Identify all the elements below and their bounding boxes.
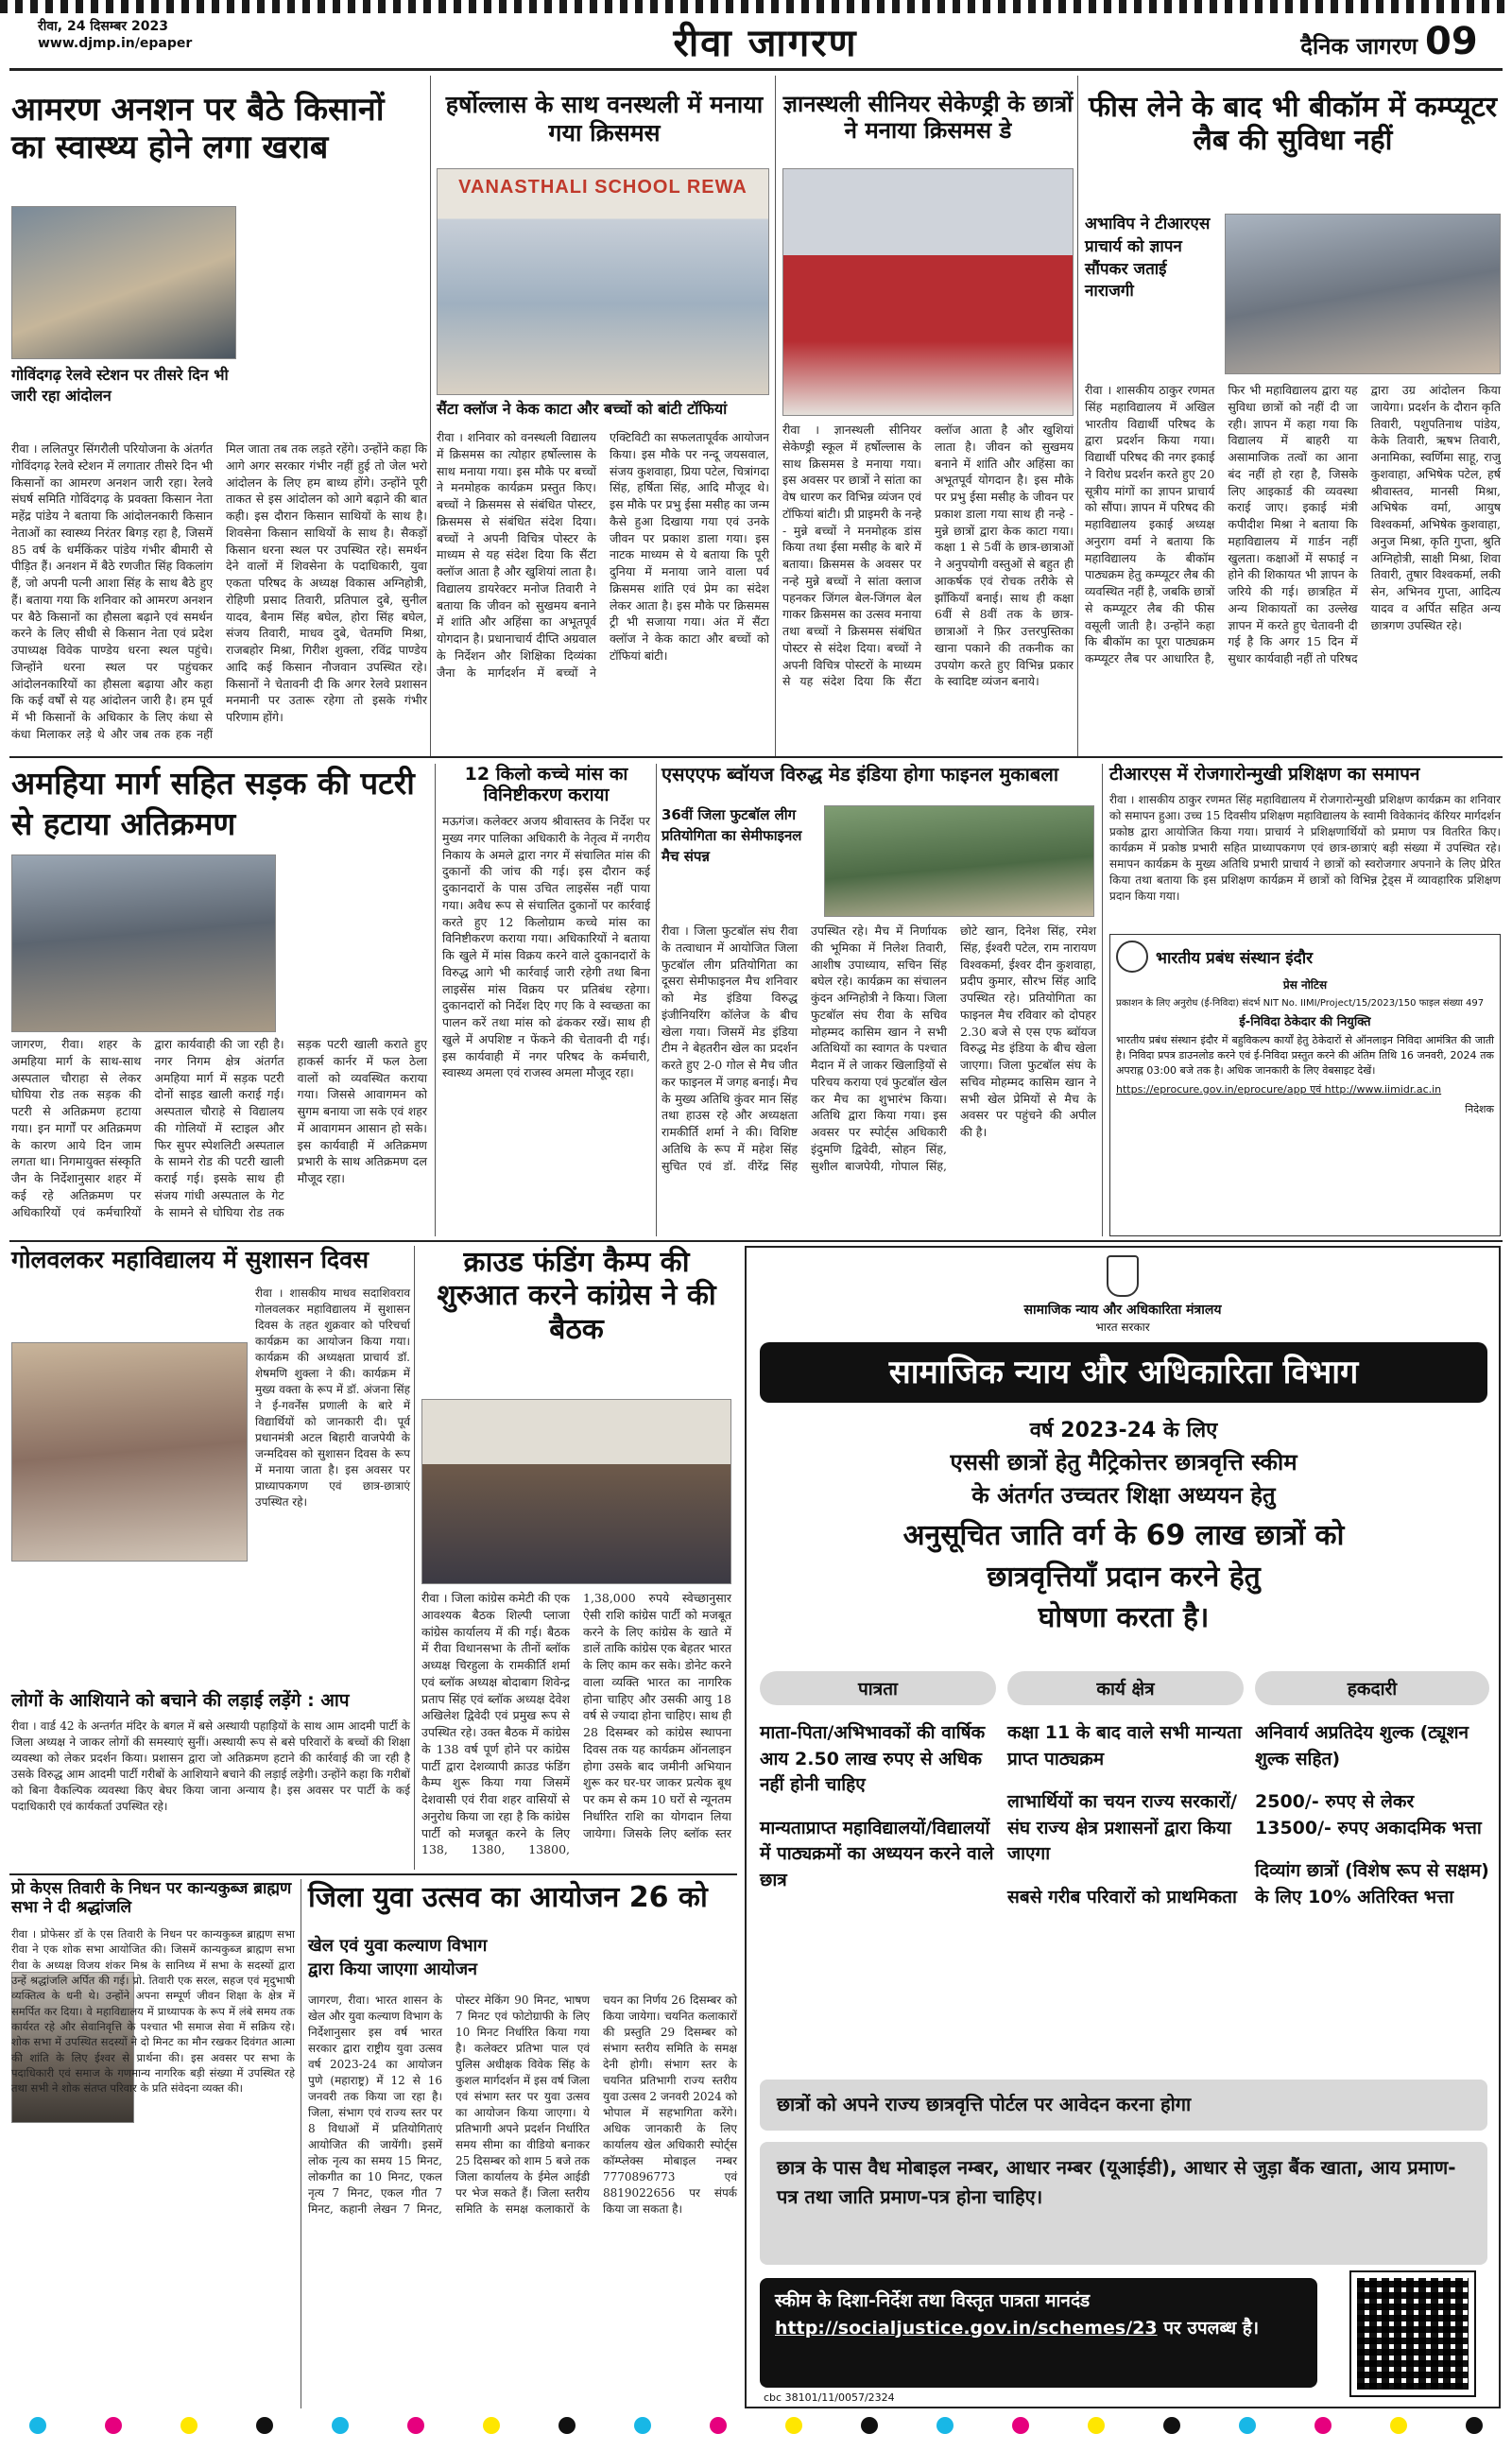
ad-ministry: सामाजिक न्याय और अधिकारिता मंत्रालय [1023,1303,1222,1318]
iim-heading: ई-निविदा ठेकेदार की नियुक्ति [1239,1015,1371,1029]
iim-title: भारतीय प्रबंध संस्थान इंदौर [1156,948,1314,968]
ad-department-banner: सामाजिक न्याय और अधिकारिता विभाग [760,1342,1487,1403]
s9-body: रीवा । शासकीय माधव सदाशिवराव गोलवलकर महाविद्यालय में सुशासन दिवस के तहत शुक्रवार को परिचर्चा कार्यक्रम का आयोजन किया गया। कार्यक्रम की अध्यक्षता प्राचार्य डॉ. शेषमणि शुक्ला ने की। कार्यक्रम में मुख्य वक्ता के रूप में डॉ. अंजना सिंह ने ई-गवर्नेंस प्रणाली के बारे में विद्यार्थियों को जानकारी दी। पूर्व प्रधानमंत्री अटल बिहारी वाजपेयी के जन्मदिवस को सुशासन दिवस के रूप में मनाया जाता है। इस अवसर पर प्राध्यापकगण एवं छात्र-छात्राएं उपस्थित रहे। [255,1286,410,1510]
s7-body: रीवा । जिला फुटबॉल संघ रीवा के तत्वाधान में आयोजित जिला फुटबॉल लीग प्रतियोगिता का दूसरा सेमीफाइनल मैच शनिवार को मेड इंडिया विरुद्ध इंजीनियरिंग कॉलेज के बीच खेला गया। जिसमें मेड इंडिया टीम ने बेहतरीन खेल का प्रदर्शन करते हुए 2-0 गोल से मैच जीत कर फाइनल में जगह बनाई। मैच के मुख्य अतिथि कुंवर मान सिंह तथा हाउस रहे और अध्यक्षता रामकीर्ति शर्मा ने की। विशिष्ट अतिथि के रूप में महेश सिंह सुचित एवं डॉ. वीरेंद्र सिंह उपस्थित रहे। मैच में निर्णायक की भूमिका में निलेश तिवारी, आशीष उपाध्याय, सचिन सिंह बघेल रहे। कार्यक्रम का संचालन कुंदन अग्निहोत्री ने किया। जिला फुटबॉल संघ रीवा के सचिव मोहम्मद कासिम खान ने सभी अतिथियों का स्वागत के पश्चात मैदान में ले जाकर खिलाड़ियों से परिचय कराया एवं फुटबॉल खेल कर मैच का शुभारंभ किया। अतिथि द्वारा किया गया। इस अवसर पर स्पोर्ट्स अधिकारी इंदुमणि द्विवेदी, सोहन सिंह, सुशील बाजपेयी, गोपाल सिंह, छोटे खान, दिनेश सिंह, रमेश सिंह, ईश्वरी पटेल, राम नारायण विश्वकर्मा, ईश्वर दीन कुशवाहा, प्रदीप कुमार, सौरभ सिंह आदि उपस्थित रहे। प्रतियोगिता का फाइनल मैच रविवार को दोपहर 2.30 बजे से एस एफ ब्वॉयज विरुद्ध मेड इंडिया के बीच खेला जाएगा। जिला फुटबॉल संघ के सचिव मोहम्मद कासिम खान ने सभी खेल प्रेमियों से मैच के अवसर पर पहुंचने की अपील की है। [662,923,1096,1173]
iim-logo-icon [1116,941,1148,973]
s2-photo [437,168,769,395]
ad-code: cbc 38101/11/0057/2324 [764,2391,895,2404]
s9-headline: गोलवलकर महाविद्यालय में सुशासन दिवस [11,1246,369,1273]
iim-body: भारतीय प्रबंध संस्थान इंदौर में बहुविकल्प कार्यों हेतु ठेकेदारों से ऑनलाइन निविदा आमंत्रित की जाती है। निविदा प्रपत्र डाउनलोड करने एवं ई-निविदा प्रस्तुत करने की अंतिम तिथि 16 जनवरी, 2024 तक अपराह्न 03:00 बजे तक है। अधिक जानकारी के लिए वेबसाइट देखें। [1116,1034,1494,1077]
s3-body: रीवा । ज्ञानस्थली सीनियर सेकेण्ड्री स्कूल में हर्षोल्लास के साथ क्रिसमस डे मनाया गया। इस अवसर पर छात्रों ने सांता का वेष धारण कर विभिन्न व्यंजन एवं टॉफियां बांटी। प्री प्राइमरी के नन्हे - मुन्ने बच्चों ने मनमोहक डांस किया तथा ईसा मसीह के बारे में बताया। क्रिसमस के अवसर पर नन्हे मुन्ने बच्चों ने सांता क्लाज पहनकर जिंगल बेल-जिंगल बेल गाकर क्रिसमस का उत्सव मनाया तथा बच्चों ने क्रिसमस संबंधित पोस्टर से संदेश दिया। बच्चों ने अपनी विचित्र पोस्टरों के माध्यम से यह संदेश दिया कि सैंटा क्लॉज आता है और खुशियां लाता है। जीवन को सुखमय बनाने में शांति और अहिंसा का अभूतपूर्व योगदान है। इस मौके पर प्रभु ईसा मसीह के जीवन पर प्रकाश डाला गया साथ ही नन्हे - मुन्ने छात्रों द्वारा केक काटा गया। कक्षा 1 से 5वीं के छात्र-छात्राओं ने अनुपयोगी वस्तुओं से बहुत ही आकर्षक एवं रोचक तरीके से झाँकियाँ बनाई। साथ ही कक्षा 6वीं से 8वीं तक के छात्र-छात्राओं ने फ़िर उत्तरपुस्तिका खाना पकाने की तकनीक का उपयोग करते हुए विभिन्न प्रकार के स्वादिष्ट व्यंजन बनाये। [782,423,1074,689]
ad-col-scope-item: सबसे गरीब परिवारों को प्राथमिकता [1007,1886,1237,1907]
iim-tender-ad [1109,934,1501,1236]
s13-body: जागरण, रीवा। भारत शासन के खेल और युवा कल्याण विभाग के निर्देशानुसार इस वर्ष भारत सरकार द्वारा राष्ट्रीय युवा उत्सव वर्ष 2023-24 का आयोजन पुणे (महाराष्ट्र) में 12 से 16 जनवरी तक किया जा रहा है। जिला, संभाग एवं राज्य स्तर पर 8 विधाओं में प्रतियोगिताएं आयोजित की जायेंगी। इसमें लोक नृत्य का समय 15 मिनट, लोकगीत का 10 मिनट, एकल नृत्य 7 मिनट, एकल गीत 7 मिनट, कहानी लेखन 7 मिनट, पोस्टर मेकिंग 90 मिनट, भाषण 7 मिनट एवं फोटोग्राफी के लिए 10 मिनट निर्धारित किया गया है। कलेक्टर प्रतिभा पाल एवं पुलिस अधीक्षक विवेक सिंह के कुशल मार्गदर्शन में इस वर्ष जिला एवं संभाग स्तर पर युवा उत्सव का आयोजन किया जाएगा। ये प्रतिभागी अपने प्रदर्शन निर्धारित समय सीमा का वीडियो बनाकर 25 दिसम्बर को शाम 5 बजे तक जिला कार्यालय के ईमेल आईडी पर भेज सकते हैं। जिला स्तरीय समिति के समक्ष कलाकारों के चयन का निर्णय 26 दिसम्बर को किया जायेगा। चयनित कलाकारों की प्रस्तुति 29 दिसम्बर को संभाग स्तरीय समिति के समक्ष देनी होगी। संभाग स्तर के चयनित प्रतिभागी राज्य स्तरीय युवा उत्सव 2 जनवरी 2024 को भोपाल में सहभागिता करेंगे। अधिक जानकारी के लिए कार्यालय खेल अधिकारी स्पोर्ट्स कॉम्प्लेक्स मोबाइल नम्बर 7770896773 एवं 8819022656 पर संपर्क किया जा सकता है। [308,1994,737,2217]
ad-col-scope-item: लाभार्थियों का चयन राज्य सरकारों/संघ राज्य क्षेत्र प्रशासनों द्वारा किया जाएगा [1007,1791,1238,1865]
ad-col-scope-item: कक्षा 11 के बाद वाले सभी मान्यता प्राप्त पाठ्यक्रम [1007,1722,1242,1769]
s2-headline: हर्षोल्लास के साथ वनस्थली में मनाया गया क्रिसमस [445,91,764,147]
s1-photo [11,206,236,359]
masthead [0,0,1512,66]
ad-line3: के अंतर्गत उच्चतर शिक्षा अध्ययन हेतु [971,1481,1276,1509]
national-emblem-icon [1107,1255,1139,1297]
ad-note2: छात्र के पास वैध मोबाइल नम्बर, आधार नम्बर (यूआईडी), आधार से जुड़ा बैंक खाता, आय प्रमाण-पत्र तथा जाति प्रमाण-पत्र होना चाहिए। [777,2156,1456,2208]
ad-col-entitlement-item: अनिवार्य अप्रतिदेय शुल्क (ट्यूशन शुल्क सहित) [1255,1722,1469,1769]
ad-note2-box [760,2142,1487,2265]
ad-note1-box [760,2080,1487,2131]
ad-govt: भारत सरकार [1095,1320,1150,1334]
ad-line4: अनुसूचित जाति वर्ग के 69 लाख छात्रों को [902,1519,1345,1553]
section-title: रीवा जागरण [673,22,858,65]
s9-photo [11,1342,248,1562]
s2-body: रीवा । शनिवार को वनस्थली विद्यालय में क्रिसमस का त्योहार हर्षोल्लास के साथ मनाया गया। इस मौके पर बच्चों ने मनमोहक कार्यक्रम प्रस्तुत किए। बच्चों ने क्रिसमस से संबंधित पोस्टर, क्रिसमस से संबंधित संदेश दिया। बच्चों ने अपनी विचित्र पोस्टर के माध्यम से यह संदेश दिया कि सैंटा क्लॉज आता है और खुशियां लाता है। विद्यालय डायरेक्टर मनोज तिवारी ने बताया कि जीवन को सुखमय बनाने में शांति और अहिंसा का अभूतपूर्व योगदान है। प्रधानाचार्य दीप्ति अग्रवाल के निर्देशन और शिक्षिका दिव्यंका जैना के मार्गदर्शन में बच्चों ने एक्टिविटी का सफलतापूर्वक आयोजन किया। इस मौके पर नन्दू जयसवाल, संजय कुशवाहा, प्रिया पटेल, चित्रांगदा सिंह, हर्षिता सिंह, आदि मौजूद थे। इस मौके पर प्रभु ईसा मसीह का जन्म कैसे हुआ दिखाया गया एवं उनके जीवन पर प्रकाश डाला गया। इस नाटक माध्यम से ये बताया कि पूरी दुनिया में मनाया जाने वाला पर्व क्रिसमस शांति एवं प्रेम का संदेश लेकर आता है। इस मौके पर क्रिसमस ट्री भी सजाया गया। अंत में सैंटा क्लॉज ने केक काटा और बच्चों को टॉफियां बांटी। [437,430,769,680]
s5-body: जागरण, रीवा। शहर के अमहिया मार्ग के साथ-साथ अस्पताल चौराहा से लेकर घोघिया रोड तक सड़क की पटरी से अतिक्रमण हटाया गया। इन मार्गों पर अतिक्रमण के कारण आये दिन जाम लगता था। निगमायुक्त संस्कृति जैन के निर्देशानुसार शहर में कई रहे अतिक्रमण पर अधिकारियों एवं कर्मचारियों द्वारा कार्यवाही की जा रही है। नगर निगम क्षेत्र अंतर्गत अमहिया मार्ग में सड़क पटरी दोनों साइड खाली कराई गई। अस्पताल चौराहे से विद्यालय की गोलियों में स्टाइल और फिर सुपर स्पेशलिटी अस्पताल के सामने रोड की पटरी खाली कराई गई। इसके साथ ही संजय गांधी अस्पताल के गेट के सामने से घोघिया रोड तक सड़क पटरी खाली कराते हुए हाकर्स कार्नर में फल ठेला वालों को व्यवस्थित कराया गया। जिससे आवागमन को सुगम बनाया जा सके एवं शहर में आवागमन आसान हो सके। इस कार्यवाही में अतिक्रमण प्रभारी के साथ अतिक्रमण दल मौजूद रहा। [11,1037,427,1219]
s3-photo [782,168,1074,416]
s8-headline: टीआरएस में रोजगारोन्मुखी प्रशिक्षण का समापन [1109,764,1420,785]
s1-body: रीवा । ललितपुर सिंगरौली परियोजना के अंतर्गत गोविंदगढ़ रेलवे स्टेशन में लगातार तीसरे दिन भी किसानों का आमरण अनशन जारी रहा। रेलवे संघर्ष समिति गोविंदगढ़ के प्रवक्ता किसान नेता महेंद्र पांडेय ने बताया कि आंदोलनकारी किसान नेताओं का स्वास्थ्य निरंतर बिगड़ रहा है, जिसमें 85 वर्ष के धर्मकिंकर पांडेय गंभीर बीमारी से पीड़ित हैं। अनशन में बैठे रणजीत सिंह विकलांग हैं, जो अपनी पत्नी आशा सिंह के साथ बैठे हुए हैं। बताया गया कि शनिवार को आमरण अनशन पर बैठे किसानों का हौसला बढ़ाने एवं समर्थन करने के लिए सीधी से किसान नेता एवं प्रदेश उपाध्यक्ष विवेक पाण्डेय धरना स्थल पहुंचे। जिन्होंने धरना स्थल पर पहुंचकर आंदोलनकारियों का हौसला बढ़ाया और कहा कि कई वर्षों से यह आंदोलन जारी है। हम पूर्व में भी किसानों के अधिकार के लिए कंधा से कंधा मिलाकर लड़े थे और जब तक हक नहीं मिल जाता तब तक लड़ते रहेंगे। उन्होंने कहा कि आगे अगर सरकार गंभीर नहीं हुई तो जेल भरो आंदोलन के लिए हम बाध्य होंगे। उन्होंने पूरी ताकत से इस आंदोलन को आगे बढ़ाने की बात कही। इस दौरान किसान साथियों के साथ है। शिवसेना किसान साथियों के साथ है। सैकड़ों किसान धरना स्थल पर उपस्थित रहे। समर्थन देने वालों में शिवसेना के पदाधिकारी, युवा एकता परिषद के अध्यक्ष विकास अग्निहोत्री, रोहिणी प्रसाद तिवारी, प्रतिपाल दुबे, सुनील यादव, बैनाम सिंह बघेल, होरा सिंह बघेल, संजय तिवारी, माधव दुबे, चेतमणि मिश्रा, राजबहोर मिश्रा, गिरीश शुक्ला, रविंद्र पाण्डेय आदि कई किसान नौजवान उपस्थित रहे। किसानों ने चेतावनी दी कि अगर रेलवे प्रशासन मनमानी पर उतारू रहेगा तो इसके गंभीर परिणाम होंगे। [11,441,427,741]
ad-line6: घोषणा करता है। [1038,1601,1210,1635]
ad-note1: छात्रों को अपने राज्य छात्रवृत्ति पोर्टल पर आवेदन करना होगा [777,2093,1192,2115]
ad-note3-prefix: स्कीम के दिशा-निर्देश तथा विस्तृत पात्रता मानदंड [775,2290,1091,2311]
ad-line5: छात्रवृत्तियाँ प्रदान करने हेतु [987,1560,1261,1594]
ad-url-link[interactable]: http://socialjustice.gov.in/schemes/23 [775,2317,1158,2339]
masthead-checker-strip [0,0,1512,13]
masthead-rule [9,68,1503,71]
s12-headline: प्रो केएस तिवारी के निधन पर कान्यकुब्ज ब्राह्मण सभा ने दी श्रद्धांजलि [11,1879,292,1918]
s8-body: रीवा । शासकीय ठाकुर रणमत सिंह महाविद्यालय में रोजगारोन्मुखी प्रशिक्षण कार्यक्रम का शनिवार को समापन हुआ। उच्च 15 दिवसीय प्रशिक्षण महाविद्यालय के स्वामी विवेकानंद कॅरियर मार्गदर्शन प्रकोष्ठ द्वारा आयोजित किया गया। प्राचार्य ने प्रशिक्षणार्थियों को प्रमाण पत्र वितरित किए। कार्यक्रम में प्रकोष्ठ प्रभारी सहित प्राध्यापकगण एवं छात्र-छात्राएं बड़ी संख्या में उपस्थित रहे। समापन कार्यक्रम के मुख्य अतिथि प्रभारी प्राचार्य ने छात्रों को स्वरोजगार अपनाने के लिए प्रेरित किया तथा बताया कि इस प्रशिक्षण कार्यक्रम में छात्रों को विभिन्न ट्रेड्स में व्यावहारिक प्रशिक्षण प्रदान किया गया। [1109,793,1501,904]
s1-caption: गोविंदगढ़ रेलवे स्टेशन पर तीसरे दिन भी जारी रहा आंदोलन [11,366,229,405]
masthead-date: रीवा, 24 दिसम्बर 2023 [38,19,168,34]
ad-line1: वर्ष 2023-24 के लिए [1029,1419,1218,1442]
s2-caption: सैंटा क्लॉज ने केक काटा और बच्चों को बांटी टॉफियां [437,400,728,418]
print-registration-strip [0,2415,1512,2436]
s12-body: रीवा । प्रोफेसर डॉ के एस तिवारी के निधन पर कान्यकुब्ज ब्राह्मण सभा रीवा ने एक शोक सभा आयोजित की। जिसमें कान्यकुब्ज ब्राह्मण सभा रीवा के अध्यक्ष विजय शंकर मिश्र के सानिध्य में सभा के सदस्यों द्वारा उन्हें श्रद्धांजलि अर्पित की गई। प्रो. तिवारी एक सरल, सहज एवं मृदुभाषी व्यक्तित्व के धनी थे। उन्होंने अपना सम्पूर्ण जीवन शिक्षा के क्षेत्र में समर्पित कर दिया। वे महाविद्यालय में प्राध्यापक के रूप में लंबे समय तक कार्यरत रहे और सेवानिवृत्ति के पश्चात भी समाज सेवा में सक्रिय रहे। शोक सभा में उपस्थित सदस्यों ने दो मिनट का मौन रखकर दिवंगत आत्मा की शांति के लिए ईश्वर से प्रार्थना की। इस अवसर पर सभा के पदाधिकारी एवं समाज के गणमान्य नागरिक बड़ी संख्या में उपस्थित रहे तथा सभी ने शोक संतप्त परिवार के प्रति संवेदना व्यक्त की। [11,1927,295,2096]
page-number: 09 [1425,20,1478,63]
s11-body: रीवा । जिला कांग्रेस कमेटी की एक आवश्यक बैठक शिल्पी प्लाजा कांग्रेस कार्यालय में की गई। बैठक में रीवा विधानसभा के तीनों ब्लॉक अध्यक्ष चिरहुला के रामकीर्ति शर्मा एवं ब्लॉक अध्यक्ष बोदाबाग शिवेन्द्र प्रताप सिंह एवं ब्लॉक अध्यक्ष देवेश अखिलेश द्विवेदी एवं प्रमुख रूप से उपस्थित रहे। उक्त बैठक में कांग्रेस के 138 वर्ष पूर्ण होने पर कांग्रेस पार्टी द्वारा देशव्यापी क्राउड फंडिंग कैम्प शुरू किया गया जिसमें देशवासी एवं रीवा शहर वासियों से अनुरोध किया जा रहा है कि कांग्रेस पार्टी को मजबूत करने के लिए 138, 1380, 13800, 1,38,000 रुपये स्वेच्छानुसार ऐसी राशि कांग्रेस पार्टी को मजबूत करने के लिए कांग्रेस के खाते में डालें ताकि कांग्रेस एक बेहतर भारत के लिए काम कर सके। डोनेट करने वाला व्यक्ति भारत का नागरिक होना चाहिए और उसकी आयु 18 वर्ष से ज्यादा होना चाहिए। साथ ही 28 दिसम्बर को कांग्रेस स्थापना दिवस तक यह कार्यक्रम ऑनलाइन होगा उसके बाद जमीनी अभियान शुरू कर घर-घर जाकर प्रत्येक बूथ पर कम से कम 10 घरों से न्यूनतम निर्धारित राशि का योगदान लिया जायेगा। जिसके लिए ब्लॉक स्तर [421,1591,731,1857]
s1-body-side [248,206,427,437]
s13-headline: जिला युवा उत्सव का आयोजन 26 को [308,1881,708,1914]
s11-photo [421,1399,731,1584]
s5-headline: अमहिया मार्ग सहित सड़क की पटरी से हटाया अतिक्रमण [11,765,415,842]
s10-headline: लोगों के आशियाने को बचाने की लड़ाई लड़ेंगे : आप [11,1690,350,1711]
s3-headline: ज्ञानस्थली सीनियर सेकेण्ड्री के छात्रों ने मनाया क्रिसमस डे [782,91,1074,145]
ad-col-entitlement-title: हकदारी [1255,1671,1489,1705]
s13-subhead: खेल एवं युवा कल्याण विभाग द्वारा किया जाएगा आयोजन [308,1936,488,1980]
s4-body: रीवा । शासकीय ठाकुर रणमत सिंह महाविद्यालय में अखिल भारतीय विद्यार्थी परिषद के द्वारा प्रदर्शन किया गया। विद्यार्थी परिषद की नगर इकाई ने विरोध प्रदर्शन करते हुए 20 सूत्रीय मांगों का ज्ञापन प्राचार्य को सौंपा। ज्ञापन में परिषद की महाविद्यालय इकाई अध्यक्ष अनुराग वर्मा ने बताया कि महाविद्यालय के बीकॉम पाठ्यक्रम हेतु कम्प्यूटर लैब की व्यवस्थित नहीं है, जबकि छात्रों से कम्प्यूटर लैब की फीस वसूली जाती है। उन्होंने कहा कि बीकॉम का पूरा पाठ्यक्रम कम्प्यूटर लैब पर आधारित है, फिर भी महाविद्यालय द्वारा यह सुविधा छात्रों को नहीं दी जा रही। ज्ञापन में कहा गया कि विद्यालय में बाहरी या असामाजिक तत्वों का आना बंद नहीं हो रहा है, जिसके लिए आइकार्ड की व्यवस्था कराई जाए। इकाई मंत्री कपीदीश मिश्रा ने बताया कि महाविद्यालय में गार्डन नहीं खुलता। कक्षाओं में सफाई न होने की शिकायत भी ज्ञापन के जरिये की गई। छात्रहित में अन्य शिकायतों का उल्लेख ज्ञापन में करते हुए चेतावनी दी गई है कि अगर 15 दिन में सुधार कार्यवाही नहीं तो परिषद द्वारा उग्र आंदोलन किया जायेगा। प्रदर्शन के दौरान कृति तिवारी, पशुपतिनाथ पांडेय, केके तिवारी, ऋषभ तिवारी, अनामिका, स्वर्णिमा साहू, राजु कुशवाहा, अभिषेक पटेल, हर्ष श्रीवास्तव, मानसी मिश्रा, अभिषेक वर्मा, आयुष विश्वकर्मा, अभिषेक कुशवाहा, अनुज मिश्रा, कृति गुप्ता, श्रुति अग्निहोत्री, साक्षी मिश्रा, शिवा तिवारी, तुषार विश्वकर्मा, लकी सेन, अभिनव गुप्ता, आदित्य यादव व अर्पित सहित अन्य छात्रगण उपस्थित रहे। [1085,383,1501,665]
iim-sign: निदेशक [1465,1102,1494,1115]
s4-subhead: अभाविप ने टीआरएस प्राचार्य को ज्ञापन सौंपकर जताई नाराजगी [1085,215,1211,302]
iim-ref: प्रकाशन के लिए अनुरोध (ई-निविदा) संदर्भ NIT No. IIMI/Project/15/2023/150 फाइल संख्या 497 [1116,998,1485,1009]
ad-col-eligibility-item: मान्यताप्राप्त महाविद्यालयों/विद्यालयों में पाठ्यक्रमों का अध्ययन करने वाले छात्र [760,1817,994,1890]
s1-headline: आमरण अनशन पर बैठे किसानों का स्वास्थ्य होने लगा खराब [11,91,385,167]
ad-note3-suffix: पर उपलब्ध है। [1163,2317,1260,2339]
s10-body: रीवा । वार्ड 42 के अन्तर्गत मंदिर के बगल में बसे अस्थायी पहाड़ियों के साथ आम आदमी पार्टी के जिला अध्यक्ष ने जाकर लोगों की समस्याएं सुनीं। अस्थायी रूप से बसे परिवारों के बच्चों की शिक्षा व्यवस्था को लेकर प्रदर्शन किया। प्रशासन द्वारा जो अतिक्रमण हटाने की कार्रवाई की जा रही है उसके विरुद्ध आम आदमी पार्टी गरीबों के आशियाने बचाने की लड़ाई लड़ेगी। उन्होंने कहा कि गरीबों को बिना वैकल्पिक व्यवस्था किए बेघर किया जाना अन्याय है। इस अवसर पर पार्टी के कई पदाधिकारी एवं कार्यकर्ता उपस्थित रहे। [11,1719,410,1814]
s6-body: मऊगंज। कलेक्टर अजय श्रीवास्तव के निर्देश पर मुख्य नगर पालिका अधिकारी के नेतृत्व में नगरीय निकाय के अमले द्वारा नगर में संचालित मांस की दुकानों की जांच की गई। इस दौरान कई दुकानदारों के पास उचित लाइसेंस नहीं पाया गया। अवैध रूप से संचालित दुकानों पर कार्रवाई करते हुए 12 किलोग्राम कच्चे मांस का विनिष्टीकरण कराया गया। अधिकारियों ने बताया कि खुले में मांस विक्रय करने वाले दुकानदारों के विरुद्ध आगे भी कार्रवाई जारी रहेगी तथा बिना लाइसेंस मांस विक्रय पर प्रतिबंध रहेगा। दुकानदारों को निर्देश दिए गए कि वे स्वच्छता का पालन करें तथा मांस को ढंककर रखें। साथ ही खुले में अपशिष्ट न फेंकने की चेतावनी दी गई। इस कार्यवाही में नगर परिषद के कर्मचारी, स्वास्थ्य अमला एवं राजस्व अमला मौजूद रहा। [442,814,650,1080]
s2-banner: VANASTHALI SCHOOL REWA [458,177,747,198]
ad-col-eligibility-item: माता-पिता/अभिभावकों की वार्षिक आय 2.50 लाख रुपए से अधिक नहीं होनी चाहिए [760,1722,986,1796]
paper-name: दैनिक जागरण [1300,33,1418,60]
s7-subhead: 36वीं जिला फुटबॉल लीग प्रतियोगिता का सेमीफाइनल मैच संपन्न [662,806,802,865]
s7-photo [824,805,1094,917]
s4-headline: फीस लेने के बाद भी बीकॉम में कम्प्यूटर लैब की सुविधा नहीं [1088,91,1498,158]
qr-code-icon[interactable] [1351,2272,1474,2395]
s4-photo [1225,214,1501,374]
ad-line2: एससी छात्रों हेतु मैट्रिकोत्तर छात्रवृत्ति स्कीम [950,1448,1297,1476]
masthead-website[interactable]: www.djmp.in/epaper [38,36,193,51]
ad-col-entitlement-item: दिव्यांग छात्रों (विशेष रूप से सक्षम) के लिए 10% अतिरिक्त भत्ता [1255,1860,1489,1907]
ad-col-eligibility-title: पात्रता [760,1671,996,1705]
s6-headline: 12 किलो कच्चे मांस का विनिष्टीकरण कराया [464,764,628,806]
s5-body-side [282,854,427,1032]
s11-headline: क्राउड फंडिंग कैम्प की शुरुआत करने कांग्रेस ने की बैठक [437,1246,716,1346]
s5-photo [11,854,276,1032]
iim-links[interactable]: https://eprocure.gov.in/eprocure/app एवं http://www.iimidr.ac.in [1116,1082,1442,1096]
ad-col-scope-title: कार्य क्षेत्र [1007,1671,1244,1705]
scholarship-ad [745,1246,1501,2408]
ad-col-entitlement-item: 2500/- रुपए से लेकर 13500/- रुपए अकादमिक भत्ता [1255,1791,1482,1838]
iim-subtitle: प्रेस नोटिस [1282,978,1328,992]
ad-note3-box [760,2278,1317,2388]
s7-headline: एसएएफ ब्वॉयज विरुद्ध मेड इंडिया होगा फाइनल मुकाबला [662,763,1058,785]
